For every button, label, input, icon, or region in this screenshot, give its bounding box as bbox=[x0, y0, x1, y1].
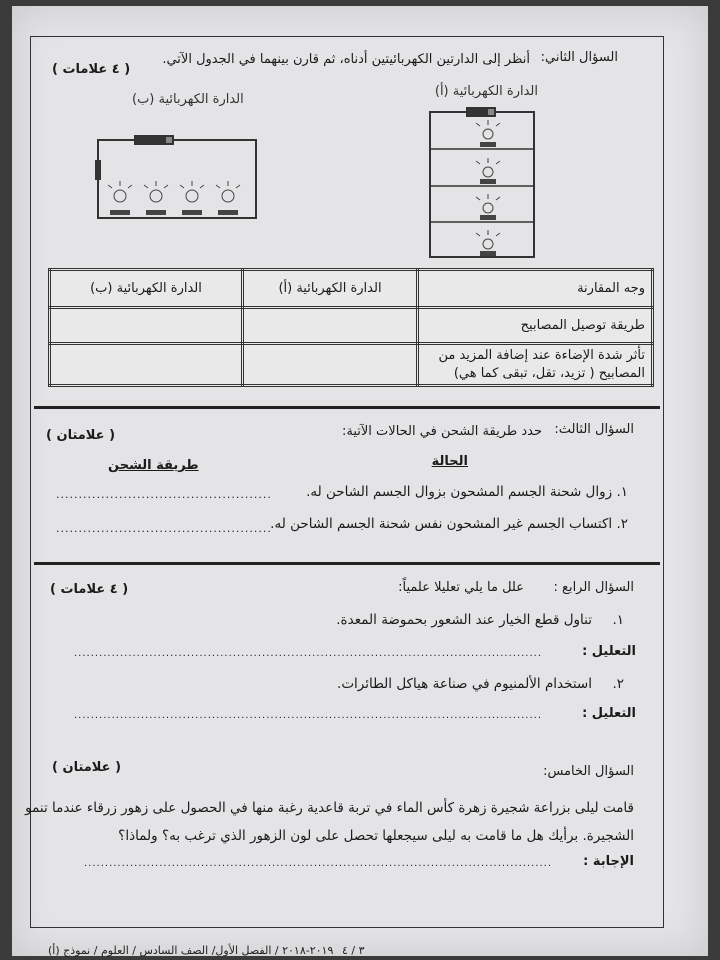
q4-item-2-num: ٢. bbox=[612, 676, 624, 692]
q5-title: السؤال الخامس: bbox=[543, 764, 634, 779]
row1-answer-b[interactable] bbox=[50, 308, 243, 344]
q3-col-method: طريقة الشحن bbox=[108, 458, 199, 473]
q5-answer[interactable]: ................................................................................................................ bbox=[84, 858, 553, 869]
q4-title: السؤال الرابع : bbox=[553, 580, 634, 595]
exam-page bbox=[12, 6, 708, 956]
header-circuit-a: الدارة الكهربائية (أ) bbox=[243, 270, 418, 308]
circuit-b-label: الدارة الكهربائية (ب) bbox=[132, 92, 244, 107]
q5-answer-label: الإجابة : bbox=[583, 854, 634, 869]
q4-item-1-text: تناول قطع الخيار عند الشعور بحموضة المعدة. bbox=[336, 612, 592, 628]
q5-marks: ( علامتان ) bbox=[52, 760, 122, 775]
q3-answer-1[interactable]: ................................................ bbox=[56, 488, 272, 501]
q3-item-2: ٢. اكتساب الجسم غير المشحون نفس شحنة الجسم الشاحن له. bbox=[270, 516, 628, 532]
q4-marks: ( ٤ علامات ) bbox=[50, 582, 129, 597]
header-circuit-b: الدارة الكهربائية (ب) bbox=[50, 270, 243, 308]
comparison-table bbox=[48, 268, 654, 387]
table-row bbox=[50, 308, 653, 344]
table-row bbox=[50, 344, 653, 386]
row1-label: طريقة توصيل المصابيح bbox=[418, 308, 653, 344]
q2-title: السؤال الثاني: bbox=[540, 50, 618, 65]
q4-answer-1[interactable]: ................................................................................................................ bbox=[74, 648, 543, 659]
q3-instruction: حدد طريقة الشحن في الحالات الآتية: bbox=[342, 424, 542, 439]
circuit-b-diagram bbox=[92, 130, 264, 226]
q3-marks: ( علامتان ) bbox=[46, 428, 116, 443]
divider bbox=[34, 406, 660, 409]
circuit-a-label: الدارة الكهربائية (أ) bbox=[434, 84, 538, 99]
q4-item-2-text: استخدام الألمنيوم في صناعة هياكل الطائرات. bbox=[337, 676, 592, 692]
table-header-row bbox=[50, 270, 653, 308]
q3-col-case: الحالة bbox=[431, 454, 468, 469]
q5-line-1: قامت ليلى بزراعة شجيرة زهرة كأس الماء في تربة قاعدية رغبة منها في الحصول على زهور زرقاء عندما تنمو bbox=[25, 800, 634, 816]
page-number: ٣ / ٤ bbox=[342, 944, 365, 957]
q4-reason-label-1: التعليل : bbox=[582, 644, 636, 659]
q2-instruction: أنظر إلى الدارتين الكهربائيتين أدناه، ثم قارن بينهما في الجدول الآتي. bbox=[162, 52, 530, 67]
q4-item-1-num: ١. bbox=[612, 612, 624, 628]
q3-item-1: ١. زوال شحنة الجسم المشحون بزوال الجسم الشاحن له. bbox=[306, 484, 628, 500]
q5-line-2: الشجيرة. برأيك هل ما قامت به ليلى سيجعلها تحصل على لون الزهور الذي ترغب به؟ ولماذا؟ bbox=[118, 828, 634, 844]
q4-reason-label-2: التعليل : bbox=[582, 706, 636, 721]
q3-answer-2[interactable]: ................................................ bbox=[56, 522, 272, 535]
footer-info: ٢٠١٩-٢٠١٨ / الفصل الأول/ الصف السادس / العلوم / نموذج (أ) bbox=[48, 944, 334, 957]
row2-label: تأثر شدة الإضاءة عند إضافة المزيد من المصابيح ( تزيد، تقل، تبقى كما هي) bbox=[418, 344, 653, 386]
row1-answer-a[interactable] bbox=[243, 308, 418, 344]
q3-title: السؤال الثالث: bbox=[554, 422, 634, 437]
row2-answer-a[interactable] bbox=[243, 344, 418, 386]
q4-instruction: علل ما يلي تعليلا علمياً: bbox=[398, 580, 524, 595]
q4-answer-2[interactable]: ................................................................................................................ bbox=[74, 710, 543, 721]
q2-marks: ( ٤ علامات ) bbox=[52, 62, 131, 77]
header-comparison: وجه المقارنة bbox=[418, 270, 653, 308]
circuit-a-diagram bbox=[422, 104, 542, 264]
row2-answer-b[interactable] bbox=[50, 344, 243, 386]
divider bbox=[34, 562, 660, 565]
